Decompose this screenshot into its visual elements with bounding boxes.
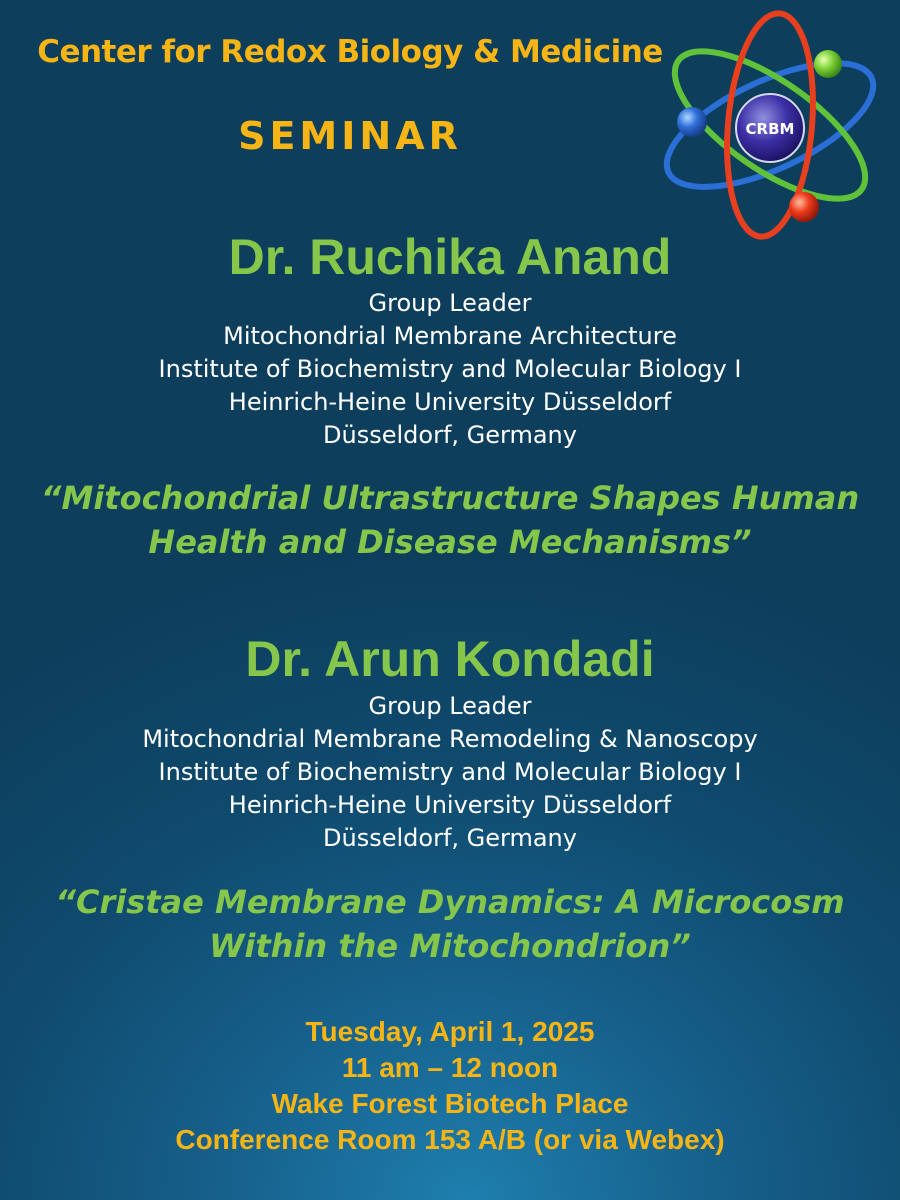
speaker-1-university: Heinrich-Heine University Düsseldorf xyxy=(228,388,672,416)
speaker-1-city: Düsseldorf, Germany xyxy=(323,421,577,449)
speaker-2-city: Düsseldorf, Germany xyxy=(323,824,577,852)
event-details xyxy=(0,1014,900,1158)
event-location: Wake Forest Biotech Place xyxy=(271,1088,629,1119)
speaker-2-talk-line-1: “Cristae Membrane Dynamics: A Microcosm xyxy=(55,883,845,921)
speaker-2-role: Group Leader xyxy=(368,692,532,720)
speaker-1-institute: Institute of Biochemistry and Molecular Biology I xyxy=(158,355,742,383)
speaker-1-talk-line-2: Health and Disease Mechanisms” xyxy=(148,523,752,561)
crbm-atom-logo xyxy=(640,0,900,240)
speaker-2-talk-title xyxy=(0,880,900,968)
speaker-2-talk-line-2: Within the Mitochondrion” xyxy=(209,927,691,965)
speaker-2-name: Dr. Arun Kondadi xyxy=(245,631,655,687)
event-time: 11 am – 12 noon xyxy=(341,1052,559,1083)
speaker-2-university: Heinrich-Heine University Düsseldorf xyxy=(228,791,672,819)
speaker-1-talk-line-1: “Mitochondrial Ultrastructure Shapes Human xyxy=(40,479,860,517)
speaker-1-affiliation xyxy=(0,287,900,452)
electron-blue-icon xyxy=(677,107,707,137)
seminar-heading: SEMINAR xyxy=(238,114,462,158)
speaker-1-group: Mitochondrial Membrane Architecture xyxy=(223,322,677,350)
logo-text: CRBM xyxy=(745,120,795,138)
electron-red-icon xyxy=(789,192,819,222)
event-room: Conference Room 153 A/B (or via Webex) xyxy=(175,1124,725,1155)
speaker-2-group: Mitochondrial Membrane Remodeling & Nanoscopy xyxy=(142,725,758,753)
speaker-2-affiliation xyxy=(0,690,900,855)
electron-green-icon xyxy=(814,50,842,78)
speaker-1-role: Group Leader xyxy=(368,289,532,317)
speaker-2-institute: Institute of Biochemistry and Molecular Biology I xyxy=(158,758,742,786)
speaker-1-name: Dr. Ruchika Anand xyxy=(228,229,672,285)
event-date: Tuesday, April 1, 2025 xyxy=(305,1016,595,1047)
org-title: Center for Redox Biology & Medicine xyxy=(37,34,663,70)
speaker-1-talk-title xyxy=(0,476,900,564)
